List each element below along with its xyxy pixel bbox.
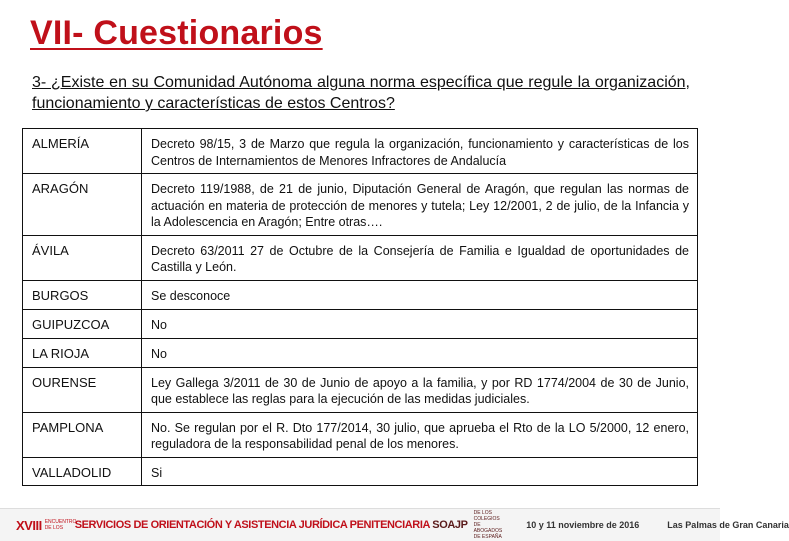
responses-table (22, 128, 698, 486)
table-row (23, 280, 698, 309)
footer-city: Las Palmas de Gran Canaria (667, 520, 789, 530)
region-cell: ÁVILA (23, 235, 142, 280)
table-row (23, 309, 698, 338)
table-row (23, 174, 698, 236)
answer-cell: No. Se regulan por el R. Dto 177/2014, 30 julio, que aprueba el Rto de la LO 5/2000, 12 enero, reguladora de la responsabilidad penal de los menores. (142, 412, 698, 457)
region-cell: OURENSE (23, 367, 142, 412)
footer-event-title (75, 519, 468, 531)
region-cell: BURGOS (23, 280, 142, 309)
footer-event-name: SERVICIOS DE ORIENTACIÓN Y ASISTENCIA JURÍDICA PENITENCIARIA (74, 519, 430, 531)
table-row (23, 412, 698, 457)
answer-cell: Se desconoce (142, 280, 698, 309)
footer-date: 10 y 11 noviembre de 2016 (526, 520, 640, 530)
table-row (23, 457, 698, 486)
answer-cell: No (142, 338, 698, 367)
footer-edition: XVIII (16, 517, 42, 533)
region-cell: VALLADOLID (23, 457, 142, 486)
table-row (23, 129, 698, 174)
answer-cell: Decreto 119/1988, de 21 de junio, Diputación General de Aragón, que regulan las normas de actuación en materia de protección de menores y tutela; Ley 12/2001, 2 de julio, de la Infancia y la Adolescencia en Aragón; Entre otras…. (142, 174, 698, 236)
table-row (23, 235, 698, 280)
footer-event-acronym: SOAJP (432, 519, 468, 531)
slide-title: VII- Cuestionarios (30, 14, 323, 52)
footer-org-caption: DE LOS COLEGIOS DE ABOGADOS DE ESPAÑA (473, 510, 503, 540)
answer-cell: Ley Gallega 3/2011 de 30 de Junio de apoyo a la familia, y por RD 1774/2004 de 30 de Junio, que establece las reglas para la ejecución de las medidas judiciales. (142, 367, 698, 412)
answer-cell: Decreto 63/2011 27 de Octubre de la Consejería de Familia e Igualdad de oportunidades de Castilla y León. (142, 235, 698, 280)
question-text: 3- ¿Existe en su Comunidad Autónoma alguna norma específica que regule la organización, funcionamiento y características de estos Centros? (32, 74, 690, 112)
table-row (23, 367, 698, 412)
answer-cell: Decreto 98/15, 3 de Marzo que regula la organización, funcionamiento y características de los Centros de Internamientos de Menores Infractores de Andalucía (142, 129, 698, 174)
region-cell: ALMERÍA (23, 129, 142, 174)
region-cell: GUIPUZCOA (23, 309, 142, 338)
region-cell: LA RIOJA (23, 338, 142, 367)
answer-cell: No (142, 309, 698, 338)
footer-edition-caption: ENCUENTRO DE LOS (44, 519, 77, 531)
footer-banner (0, 508, 789, 541)
region-cell: ARAGÓN (23, 174, 142, 236)
region-cell: PAMPLONA (23, 412, 142, 457)
table-row (23, 338, 698, 367)
answer-cell: Si (142, 457, 698, 486)
